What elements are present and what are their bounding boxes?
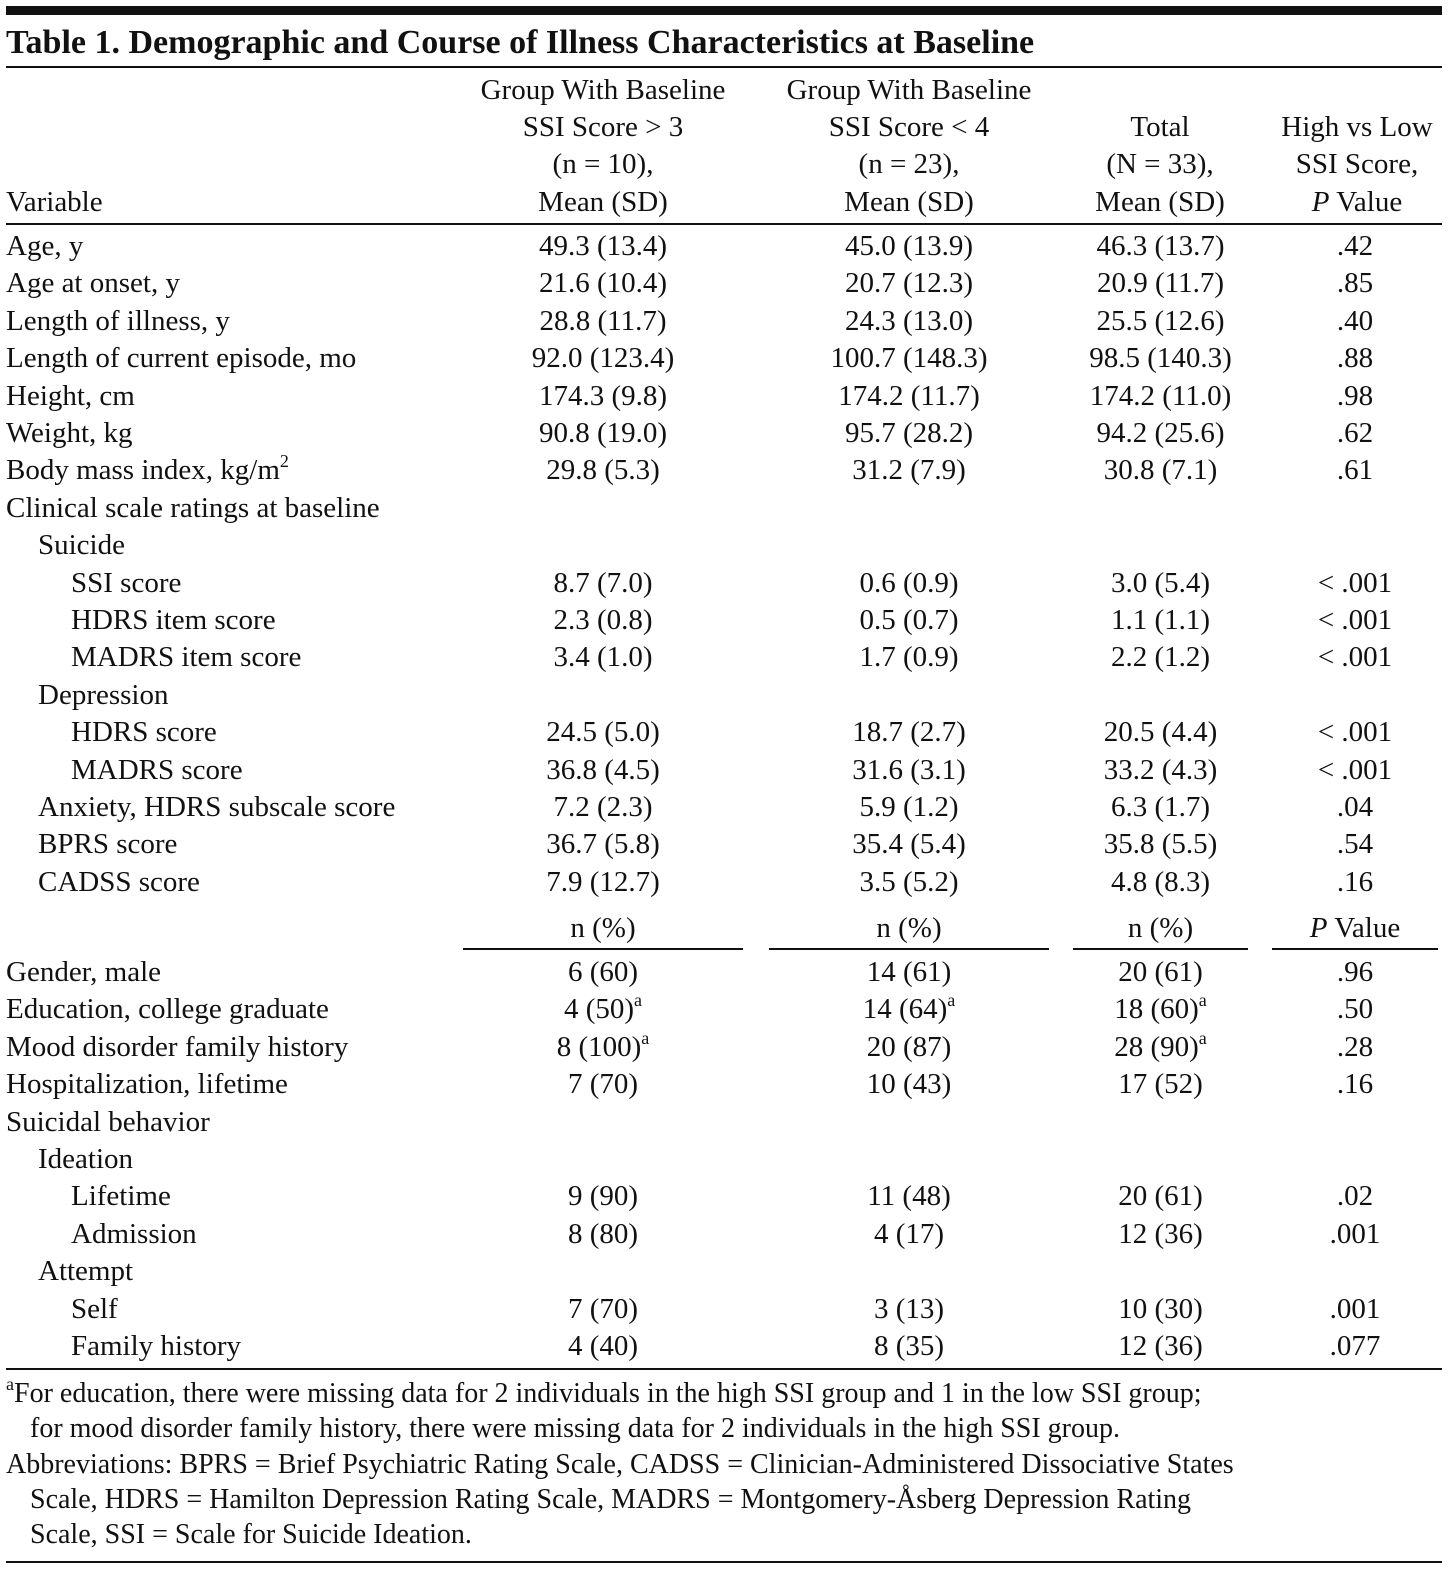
cell-total <box>1073 752 1248 788</box>
row-label-text: Body mass index, kg/m <box>6 454 280 487</box>
cell-high <box>463 1216 743 1252</box>
subheader-rule-low <box>769 948 1049 950</box>
row-label <box>38 789 395 825</box>
header-high-group-line-3: (n = 10), <box>552 148 654 180</box>
cell-low-value: 100.7 (148.3) <box>830 342 988 375</box>
row-label-text: Clinical scale ratings at baseline <box>6 491 380 524</box>
cell-p-value: < .001 <box>1317 604 1393 636</box>
row-label <box>6 954 161 990</box>
cell-p-value: .04 <box>1336 791 1374 823</box>
subheader-rule-total <box>1073 948 1248 950</box>
cell-total <box>1073 602 1248 638</box>
header-pvalue-line-2: SSI Score, <box>1295 148 1419 180</box>
cell-high <box>463 1291 743 1327</box>
cell-total <box>1073 340 1248 376</box>
cell-total-value: 20 (61) <box>1118 956 1203 988</box>
cell-p-value: .98 <box>1336 379 1374 412</box>
cell-high <box>463 864 743 900</box>
cell-p-value: < .001 <box>1317 753 1393 786</box>
header-high-group-line-2: SSI Score > 3 <box>522 111 684 143</box>
cell-total <box>1073 1066 1248 1102</box>
cell-high <box>463 991 743 1027</box>
cell-high-value: 29.8 (5.3) <box>546 454 660 487</box>
row-label <box>6 991 329 1027</box>
row-label <box>71 1178 171 1214</box>
cell-total <box>1073 1216 1248 1252</box>
row-label <box>6 1104 210 1140</box>
row-label-text: Family history <box>71 1330 241 1362</box>
header-total-line-1: Total <box>1130 111 1190 143</box>
header-low-group-line-1: Group With Baseline <box>786 74 1032 106</box>
cell-low <box>769 602 1049 638</box>
row-label <box>38 677 168 713</box>
row-label-text: Length of illness, y <box>6 304 230 337</box>
cell-p <box>1272 1291 1438 1327</box>
cell-p <box>1272 789 1438 825</box>
row-label <box>6 1029 348 1065</box>
footnote-marker: a <box>1198 990 1207 1011</box>
cell-total-value: 3.0 (5.4) <box>1110 566 1211 599</box>
cell-total <box>1073 1178 1248 1214</box>
cell-high-value: 7 (70) <box>567 1292 639 1325</box>
cell-p <box>1272 1178 1438 1214</box>
cell-total-value: 12 (36) <box>1118 1217 1203 1250</box>
row-label-text: Age at onset, y <box>6 267 180 300</box>
header-pvalue-p: P <box>1311 186 1330 218</box>
cell-total-value: 6.3 (1.7) <box>1110 791 1211 823</box>
footnote-a-mark: a <box>6 1374 14 1394</box>
cell-total-value: 10 (30) <box>1118 1292 1203 1325</box>
subheader-rule-pvalue <box>1272 948 1438 950</box>
cell-total-value: 4.8 (8.3) <box>1110 865 1211 898</box>
row-label-superscript: 2 <box>279 451 289 472</box>
row-label <box>6 452 289 488</box>
cell-high-value: 3.4 (1.0) <box>553 641 653 674</box>
row-label-text: Length of current episode, mo <box>6 342 357 375</box>
row-label-text: CADSS score <box>38 865 200 898</box>
row-label-text: Suicide <box>38 529 125 562</box>
cell-low <box>769 864 1049 900</box>
abbreviations-line-3: Scale, SSI = Scale for Suicide Ideation. <box>30 1519 472 1550</box>
cell-high-value: 9 (90) <box>567 1180 639 1213</box>
cell-low-value: 11 (48) <box>867 1180 951 1213</box>
subheader-pvalue <box>1272 910 1438 946</box>
header-total-line-2: (N = 33), <box>1106 148 1214 180</box>
cell-total <box>1073 991 1248 1027</box>
footnote-a-line-1 <box>6 1376 1442 1411</box>
cell-total-value: 94.2 (25.6) <box>1096 417 1225 449</box>
cell-low-value: 5.9 (1.2) <box>859 791 959 823</box>
header-low-group-line-3: (n = 23), <box>858 148 960 180</box>
cell-p <box>1272 602 1438 638</box>
row-label-text: Admission <box>71 1217 197 1250</box>
cell-total-value: 20.5 (4.4) <box>1103 716 1218 749</box>
cell-low-value: 24.3 (13.0) <box>844 304 974 337</box>
cell-high-value: 8.7 (7.0) <box>553 566 653 599</box>
cell-total <box>1073 714 1248 750</box>
header-low-group-line-2: SSI Score < 4 <box>828 111 990 143</box>
cell-high-value: 24.5 (5.0) <box>546 716 660 749</box>
cell-p <box>1272 265 1438 301</box>
cell-low <box>769 1066 1049 1102</box>
subheader-rule-high <box>463 948 743 950</box>
cell-p-value: .62 <box>1336 417 1374 449</box>
row-label-text: Education, college graduate <box>6 993 329 1026</box>
footnote-a-line-2: for mood disorder family history, there were missing data for 2 individuals in the high SSI group. <box>30 1413 1121 1444</box>
cell-high-value: 174.3 (9.8) <box>538 379 668 412</box>
cell-low <box>769 991 1049 1027</box>
row-label-text: Weight, kg <box>6 417 133 449</box>
cell-low-value: 18.7 (2.7) <box>852 716 966 749</box>
cell-low-value: 35.4 (5.4) <box>852 828 966 861</box>
cell-p <box>1272 714 1438 750</box>
cell-p <box>1272 991 1438 1027</box>
cell-p-value: .16 <box>1336 865 1374 898</box>
cell-high-value: 4 (50) <box>563 993 635 1026</box>
row-label <box>71 1216 197 1252</box>
cell-p-value: < .001 <box>1317 716 1393 749</box>
cell-high-value: 49.3 (13.4) <box>538 230 668 262</box>
cell-low <box>769 954 1049 990</box>
header-variable: Variable <box>6 186 103 218</box>
cell-total-value: 20.9 (11.7) <box>1097 267 1224 300</box>
cell-p <box>1272 415 1438 451</box>
cell-low <box>769 415 1049 451</box>
row-label <box>6 303 230 339</box>
cell-low-value: 1.7 (0.9) <box>859 641 959 674</box>
cell-high <box>463 954 743 990</box>
cell-low-value: 0.5 (0.7) <box>859 604 959 636</box>
cell-total-value: 33.2 (4.3) <box>1103 753 1218 786</box>
cell-high <box>463 1328 743 1364</box>
row-label-text: MADRS score <box>71 753 243 786</box>
cell-total <box>1073 954 1248 990</box>
cell-high-value: 8 (100) <box>556 1030 642 1063</box>
cell-high-value: 92.0 (123.4) <box>531 342 675 375</box>
cell-p-value: .61 <box>1336 454 1374 487</box>
cell-total-value: 25.5 (12.6) <box>1096 304 1225 337</box>
footnote-marker: a <box>641 1027 650 1048</box>
cell-p-value: .96 <box>1336 956 1374 988</box>
cell-high <box>463 378 743 414</box>
subheader-value: Value <box>1327 912 1401 944</box>
subheader-total: n (%) <box>1127 912 1194 944</box>
cell-high <box>463 265 743 301</box>
cell-low <box>769 1178 1049 1214</box>
row-label-text: Lifetime <box>71 1180 171 1213</box>
cell-total-value: 174.2 (11.0) <box>1089 379 1232 412</box>
cell-p-value: .02 <box>1336 1180 1374 1213</box>
cell-total <box>1073 1029 1248 1065</box>
cell-total <box>1073 864 1248 900</box>
cell-high <box>463 228 743 264</box>
cell-low <box>769 714 1049 750</box>
row-label-text: Suicidal behavior <box>6 1105 210 1138</box>
subheader-low: n (%) <box>876 912 942 944</box>
cell-p-value: .50 <box>1336 993 1374 1026</box>
top-thick-rule <box>6 6 1442 15</box>
cell-p-value: < .001 <box>1317 641 1393 674</box>
cell-total <box>1073 378 1248 414</box>
cell-total <box>1073 639 1248 675</box>
cell-low <box>769 752 1049 788</box>
cell-p <box>1272 340 1438 376</box>
cell-p-value: .001 <box>1329 1217 1381 1250</box>
cell-p <box>1272 452 1438 488</box>
cell-p-value: .001 <box>1329 1292 1381 1325</box>
cell-low-value: 3 (13) <box>873 1292 945 1325</box>
subheader-high: n (%) <box>570 912 636 944</box>
cell-high-value: 6 (60) <box>567 956 639 988</box>
cell-high <box>463 1066 743 1102</box>
cell-total-value: 30.8 (7.1) <box>1103 454 1218 487</box>
cell-high-value: 36.8 (4.5) <box>546 753 660 786</box>
cell-low <box>769 639 1049 675</box>
row-label-text: Age, y <box>6 230 84 262</box>
cell-total <box>1073 1328 1248 1364</box>
cell-high <box>463 565 743 601</box>
cell-p <box>1272 954 1438 990</box>
cell-high-value: 2.3 (0.8) <box>553 604 653 636</box>
cell-high <box>463 452 743 488</box>
cell-high <box>463 303 743 339</box>
cell-low-value: 95.7 (28.2) <box>844 417 974 449</box>
cell-high-value: 7 (70) <box>567 1068 639 1101</box>
cell-p <box>1272 1029 1438 1065</box>
row-label <box>6 490 380 526</box>
cell-high <box>463 752 743 788</box>
row-label <box>6 415 133 451</box>
cell-total-value: 46.3 (13.7) <box>1096 230 1225 262</box>
abbreviations-line-2: Scale, HDRS = Hamilton Depression Rating Scale, MADRS = Montgomery-Åsberg Depression Rating <box>30 1484 1192 1515</box>
cell-high-value: 21.6 (10.4) <box>538 267 668 300</box>
row-label-text: SSI score <box>71 566 182 599</box>
cell-total-value: 2.2 (1.2) <box>1110 641 1211 674</box>
cell-total-value: 20 (61) <box>1118 1180 1203 1213</box>
row-label <box>71 639 301 675</box>
row-label <box>71 602 276 638</box>
cell-total <box>1073 789 1248 825</box>
row-label-text: Depression <box>38 678 169 711</box>
cell-p <box>1272 639 1438 675</box>
cell-low <box>769 1328 1049 1364</box>
cell-total-value: 35.8 (5.5) <box>1103 828 1218 861</box>
cell-total <box>1073 415 1248 451</box>
cell-high <box>463 1029 743 1065</box>
cell-p-value: .54 <box>1336 828 1374 861</box>
cell-total <box>1073 826 1248 862</box>
row-label-text: Attempt <box>38 1255 134 1288</box>
header-pvalue-line-1: High vs Low <box>1281 111 1433 143</box>
cell-high <box>463 415 743 451</box>
cell-high <box>463 639 743 675</box>
cell-low-value: 31.6 (3.1) <box>852 753 966 786</box>
title-rule <box>6 66 1442 68</box>
cell-p <box>1272 1216 1438 1252</box>
header-high-group-line-4: Mean (SD) <box>538 186 668 218</box>
cell-low-value: 14 (64) <box>862 993 948 1026</box>
bottom-rule <box>6 1368 1442 1370</box>
cell-p <box>1272 1066 1438 1102</box>
cell-p <box>1272 228 1438 264</box>
cell-p <box>1272 1328 1438 1364</box>
row-label-text: Self <box>71 1292 118 1325</box>
row-label <box>38 527 125 563</box>
cell-low-value: 174.2 (11.7) <box>838 379 980 412</box>
row-label <box>38 1253 133 1289</box>
row-label <box>71 1328 241 1364</box>
header-total-line-3: Mean (SD) <box>1095 186 1225 218</box>
cell-high-value: 90.8 (19.0) <box>538 417 668 449</box>
cell-low <box>769 340 1049 376</box>
cell-low-value: 4 (17) <box>873 1217 945 1250</box>
row-label <box>38 1141 133 1177</box>
abbreviations-line-1: Abbreviations: BPRS = Brief Psychiatric Rating Scale, CADSS = Clinician-Administered Dissociative States <box>6 1449 1234 1480</box>
header-low-group-line-4: Mean (SD) <box>844 186 974 218</box>
cell-high <box>463 1178 743 1214</box>
cell-low <box>769 303 1049 339</box>
header-pvalue-value: Value <box>1329 186 1403 218</box>
row-label <box>6 1066 288 1102</box>
cell-p-value: .077 <box>1329 1330 1381 1362</box>
footnote-marker: a <box>1198 1027 1207 1048</box>
header-rule <box>6 223 1442 225</box>
row-label <box>71 1291 118 1327</box>
cell-high-value: 8 (80) <box>567 1217 639 1250</box>
row-label-text: Anxiety, HDRS subscale score <box>38 791 396 823</box>
cell-p <box>1272 752 1438 788</box>
cell-low-value: 8 (35) <box>873 1330 945 1362</box>
row-label <box>71 714 217 750</box>
row-label-text: MADRS item score <box>71 641 302 674</box>
cell-p <box>1272 303 1438 339</box>
cell-low <box>769 1291 1049 1327</box>
cell-total <box>1073 565 1248 601</box>
cell-p-value: .28 <box>1336 1030 1374 1063</box>
row-label <box>38 864 200 900</box>
cell-high-value: 28.8 (11.7) <box>539 304 667 337</box>
cell-p-value: .88 <box>1336 342 1374 375</box>
table-title: Table 1. Demographic and Course of Illness Characteristics at Baseline <box>6 24 1035 61</box>
row-label <box>38 826 177 862</box>
cell-low-value: 0.6 (0.9) <box>859 566 959 599</box>
cell-total <box>1073 303 1248 339</box>
cell-low-value: 45.0 (13.9) <box>844 230 974 262</box>
cell-p <box>1272 565 1438 601</box>
cell-high <box>463 826 743 862</box>
cell-high <box>463 602 743 638</box>
cell-low <box>769 265 1049 301</box>
cell-high <box>463 714 743 750</box>
cell-total-value: 28 (90) <box>1114 1030 1199 1063</box>
cell-low <box>769 789 1049 825</box>
cell-high-value: 4 (40) <box>567 1330 639 1362</box>
row-label <box>6 228 83 264</box>
row-label <box>6 340 356 376</box>
row-label-text: Hospitalization, lifetime <box>6 1068 288 1101</box>
cell-low-value: 20 (87) <box>866 1030 952 1063</box>
cell-total <box>1073 452 1248 488</box>
cell-total <box>1073 228 1248 264</box>
final-rule <box>6 1561 1442 1563</box>
cell-total-value: 1.1 (1.1) <box>1110 604 1211 636</box>
row-label-text: HDRS item score <box>71 604 276 636</box>
cell-low-value: 14 (61) <box>866 956 952 988</box>
cell-p-value: .42 <box>1336 230 1374 262</box>
cell-p-value: .85 <box>1336 267 1374 300</box>
cell-low-value: 10 (43) <box>866 1068 952 1101</box>
cell-p <box>1272 826 1438 862</box>
cell-low <box>769 1216 1049 1252</box>
cell-low-value: 31.2 (7.9) <box>852 454 966 487</box>
cell-total-value: 17 (52) <box>1118 1068 1203 1101</box>
cell-low-value: 3.5 (5.2) <box>859 865 959 898</box>
cell-low <box>769 826 1049 862</box>
footnote-a-text-1: For education, there were missing data for 2 individuals in the high SSI group and 1 in the low SSI group; <box>14 1378 1202 1409</box>
row-label-text: Height, cm <box>6 379 135 412</box>
row-label-text: Mood disorder family history <box>6 1030 349 1063</box>
header-high-group-line-1: Group With Baseline <box>480 74 726 106</box>
cell-low <box>769 565 1049 601</box>
cell-total <box>1073 265 1248 301</box>
cell-total <box>1073 1291 1248 1327</box>
cell-p-value: .40 <box>1336 304 1374 337</box>
cell-p <box>1272 378 1438 414</box>
row-label-text: HDRS score <box>71 716 217 749</box>
cell-total-value: 12 (36) <box>1118 1330 1203 1362</box>
cell-low <box>769 228 1049 264</box>
row-label <box>71 752 243 788</box>
cell-low <box>769 378 1049 414</box>
cell-total-value: 98.5 (140.3) <box>1089 342 1232 375</box>
subheader-p: P <box>1309 912 1328 944</box>
row-label-text: BPRS score <box>38 828 178 861</box>
cell-high-value: 7.9 (12.7) <box>546 865 660 898</box>
cell-low <box>769 1029 1049 1065</box>
row-label <box>6 378 135 414</box>
cell-p-value: .16 <box>1336 1068 1374 1101</box>
row-label-text: Ideation <box>38 1143 134 1175</box>
cell-high <box>463 789 743 825</box>
cell-p-value: < .001 <box>1317 566 1393 599</box>
row-label <box>71 565 181 601</box>
row-label-text: Gender, male <box>6 956 162 988</box>
header-pvalue-line-3 <box>1262 184 1452 221</box>
cell-high-value: 36.7 (5.8) <box>546 828 660 861</box>
cell-p <box>1272 864 1438 900</box>
cell-high-value: 7.2 (2.3) <box>553 791 653 823</box>
cell-total-value: 18 (60) <box>1114 993 1199 1026</box>
row-label <box>6 265 180 301</box>
footnote-marker: a <box>947 990 956 1011</box>
cell-low <box>769 452 1049 488</box>
footnote-marker: a <box>634 990 643 1011</box>
cell-low-value: 20.7 (12.3) <box>844 267 974 300</box>
cell-high <box>463 340 743 376</box>
